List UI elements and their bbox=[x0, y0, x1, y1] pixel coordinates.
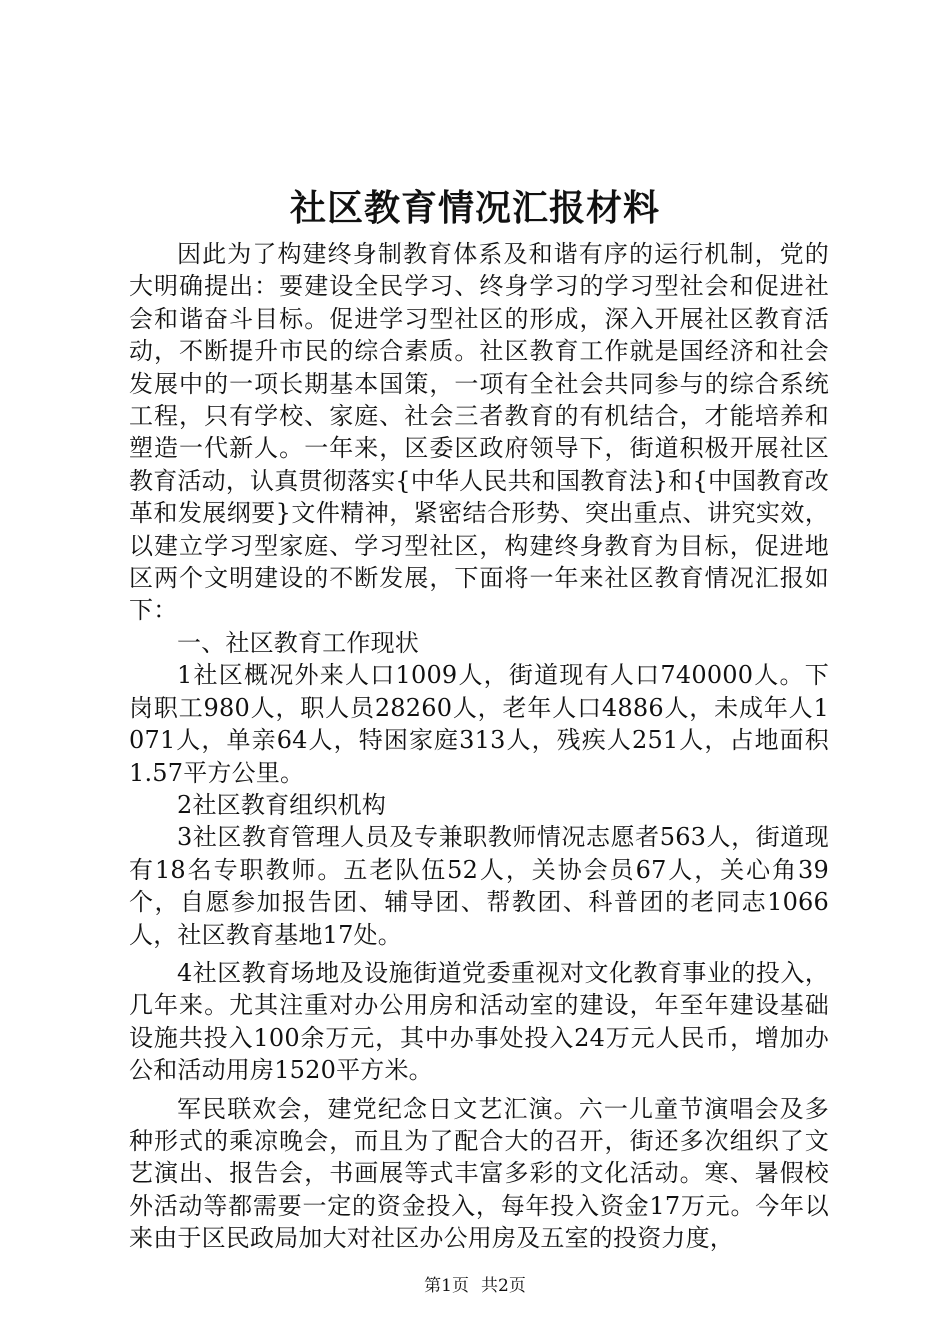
document-body bbox=[129, 238, 829, 1255]
paragraph-overview: 1社区概况外来人口1009人，街道现有人口740000人。下岗职工980人，职人员28260人，老年人口4886人，未成年人1071人，单亲64人，特困家庭313人，残疾人251人，占地面积1.57平方公里。 bbox=[129, 661, 829, 787]
paragraph-organization: 2社区教育组织机构 bbox=[177, 790, 387, 819]
document-title: 社区教育情况汇报材料 bbox=[289, 187, 660, 229]
paragraph-activities: 军民联欢会，建党纪念日文艺汇演。六一儿童节演唱会及多种形式的乘凉晚会，而且为了配合大的召开，街还多次组织了文艺演出、报告会，书画展等式丰富多彩的文化活动。寒、暑假校外活动等都需要一定的资金投入，每年投入资金17万元。今年以来由于区民政局加大对社区办公用房及五室的投资力度， bbox=[129, 1094, 829, 1253]
paragraph-intro: 因此为了构建终身制教育体系及和谐有序的运行机制，党的大明确提出：要建设全民学习、终身学习的学习型社会和促进社会和谐奋斗目标。促进学习型社区的形成，深入开展社区教育活动，不断提升市民的综合素质。社区教育工作就是国经济和社会发展中的一项长期基本国策，一项有全社会共同参与的综合系统工程，只有学校、家庭、社会三者教育的有机结合，才能培养和塑造一代新人。一年来，区委区政府领导下，街道积极开展社区教育活动，认真贯彻落实{中华人民共和国教育法}和{中国教育改革和发展纲要}文件精神，紧密结合形势、突出重点、讲究实效，以建立学习型家庭、学习型社区，构建终身教育为目标，促进地区两个文明建设的不断发展，下面将一年来社区教育情况汇报如下： bbox=[129, 240, 829, 625]
paragraph-staff: 3社区教育管理人员及专兼职教师情况志愿者563人，街道现有18名专职教师。五老队伍52人，关协会员67人，关心角39个，自愿参加报告团、辅导团、帮教团、科普团的老同志1066人，社区教育基地17处。 bbox=[129, 823, 829, 949]
section-heading-status: 一、社区教育工作现状 bbox=[177, 628, 419, 657]
page-number-current: 第1页 bbox=[424, 1276, 469, 1296]
page-footer bbox=[0, 1275, 950, 1297]
paragraph-facilities: 4社区教育场地及设施街道党委重视对文化教育事业的投入，几年来。尤其注重对办公用房和活动室的建设，年至年建设基础设施共投入100余万元，其中办事处投入24万元人民币，增加办公和活动用房1520平方米。 bbox=[129, 958, 829, 1085]
page-number-total: 共2页 bbox=[481, 1276, 526, 1296]
